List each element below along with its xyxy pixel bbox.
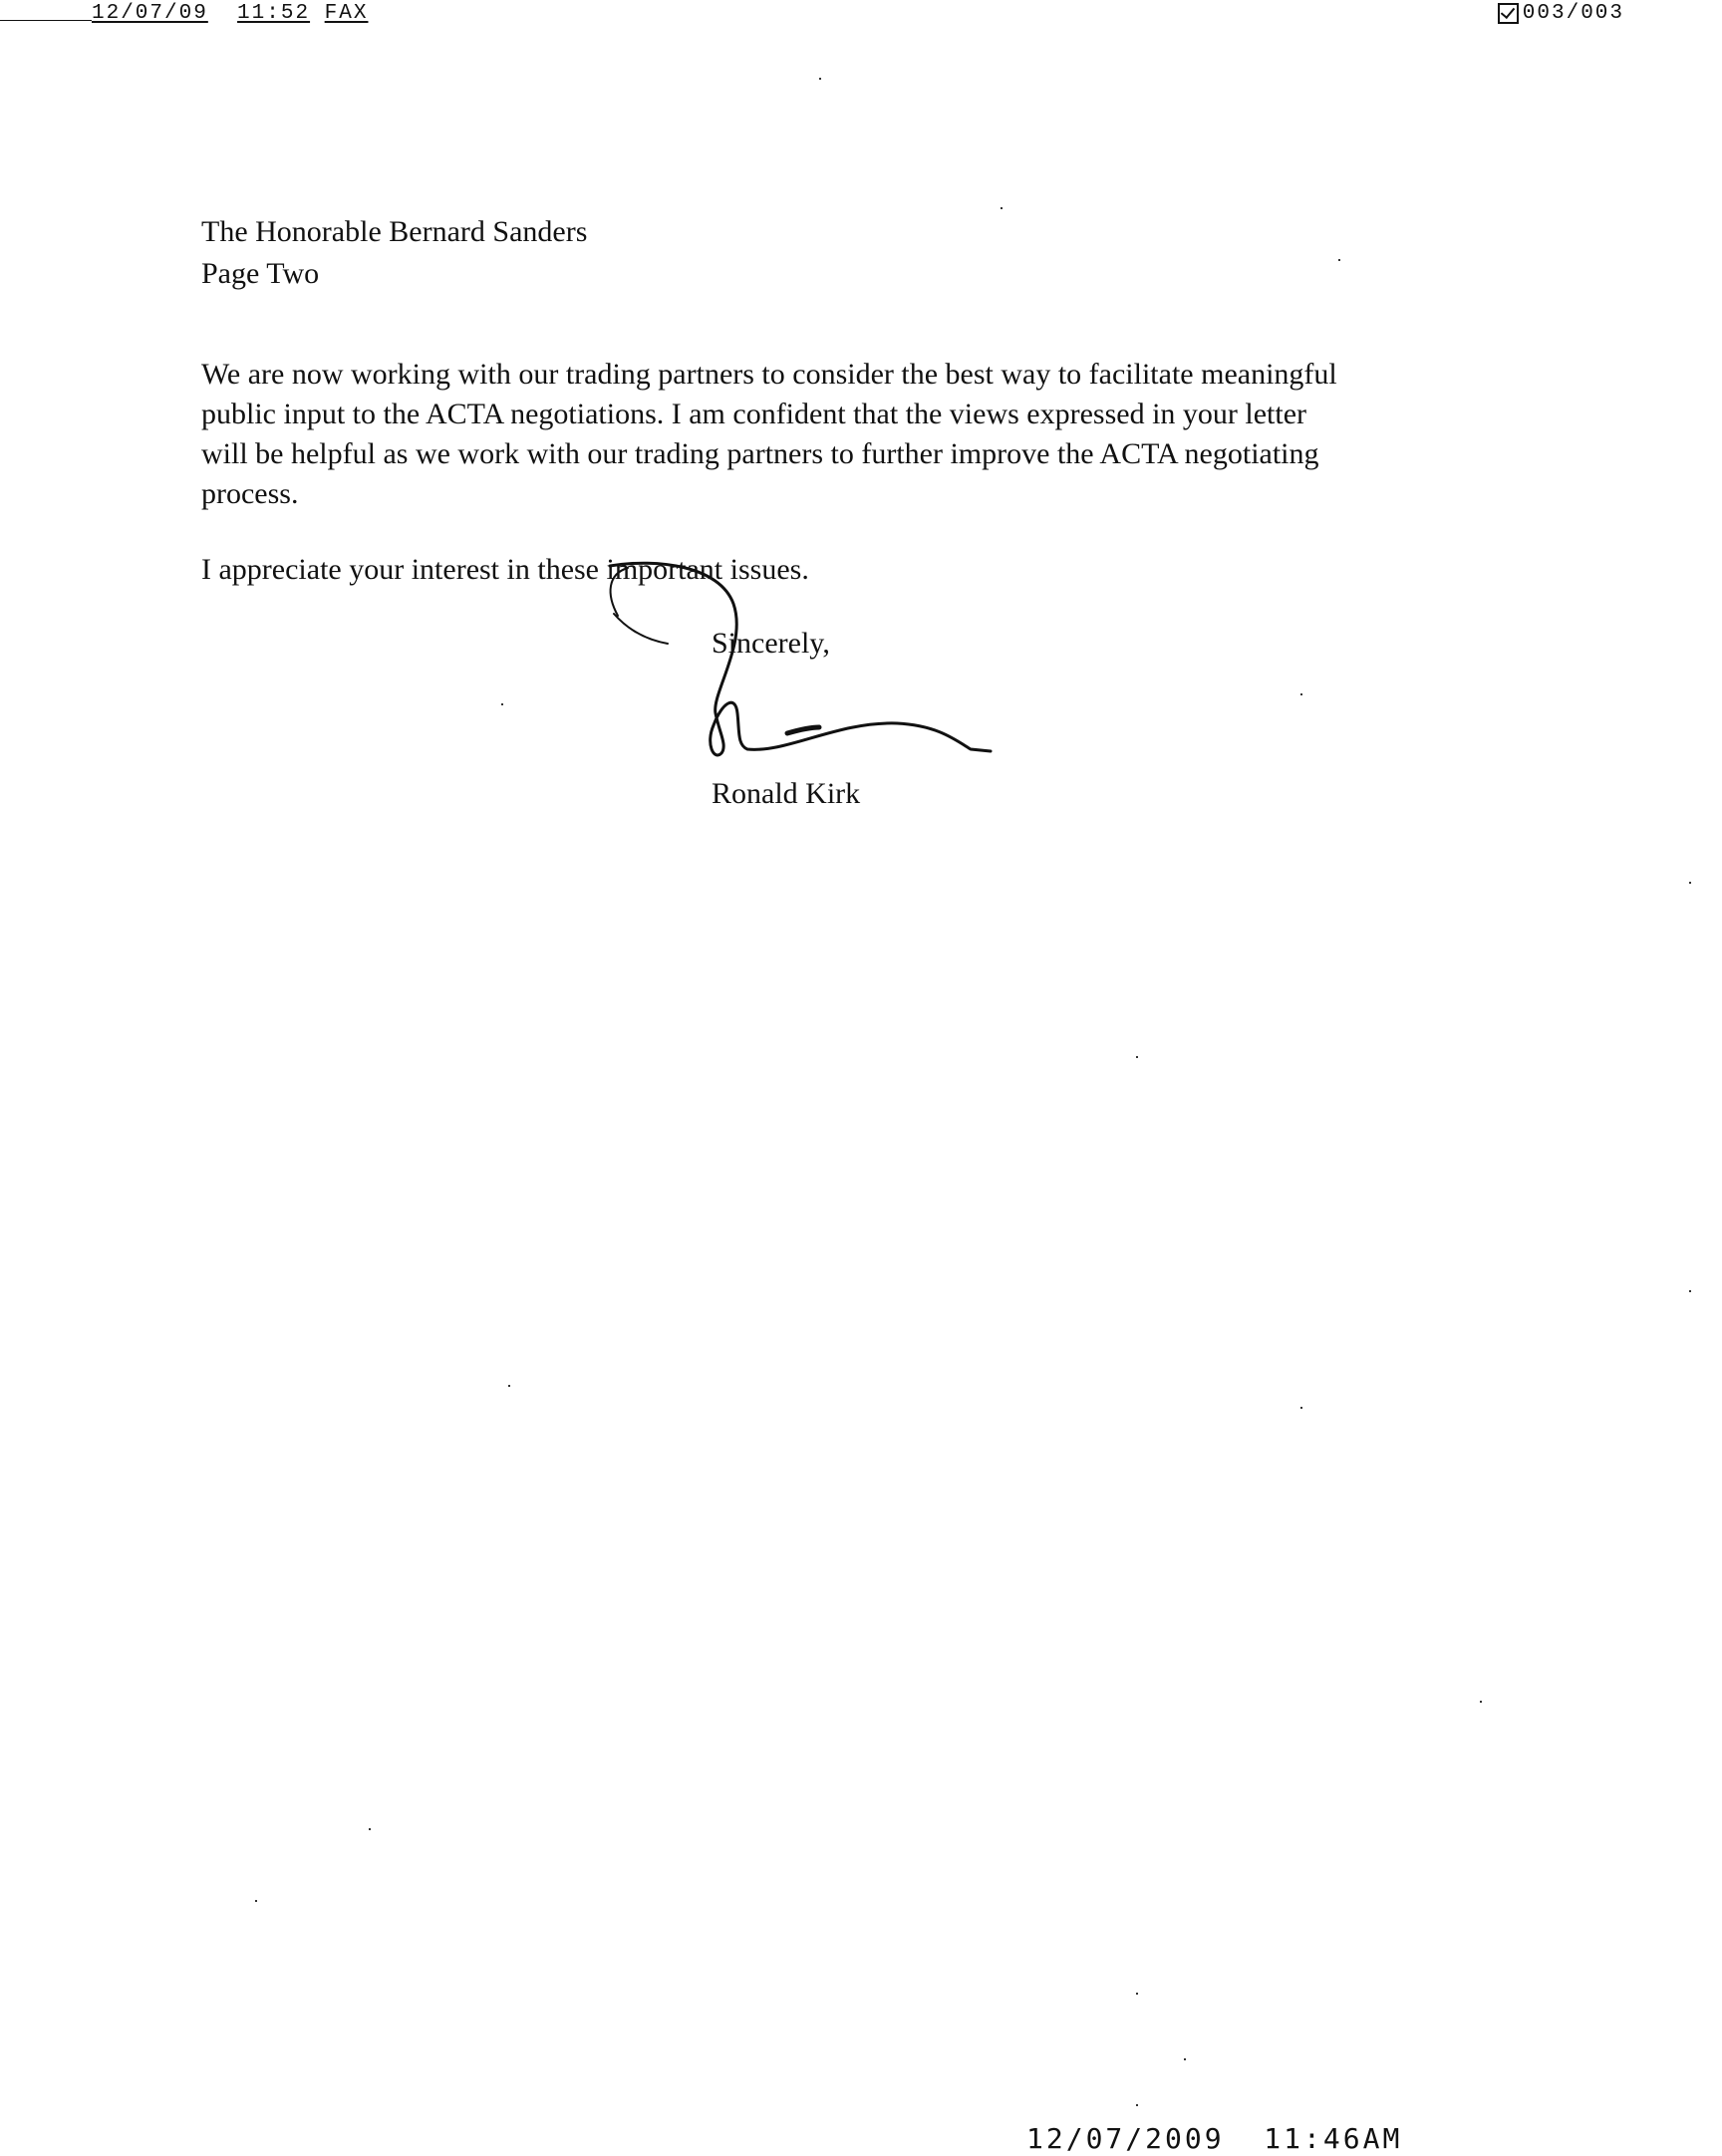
- fax-footer-date: 12/07/2009: [1026, 2122, 1225, 2155]
- fax-header-date: 12/07/09: [92, 2, 208, 25]
- scan-speck: [255, 1900, 257, 1902]
- fax-page-counter: [1498, 2, 1624, 25]
- scan-speck: [1136, 1056, 1138, 1058]
- fax-footer-time: 11:46AM: [1264, 2122, 1403, 2155]
- valediction: Sincerely,: [712, 627, 830, 660]
- handwritten-signature: [588, 554, 1006, 773]
- paragraph-line: will be helpful as we work with our trading partners to further improve the ACTA negotiating: [201, 437, 1319, 470]
- scan-speck: [1689, 1290, 1691, 1292]
- addressee-name: The Honorable Bernard Sanders: [201, 215, 588, 248]
- paragraph-line: process.: [201, 477, 299, 510]
- fax-header-mode: FAX: [324, 2, 369, 25]
- fax-header-time: 11:52: [237, 2, 311, 25]
- letter-body-paragraph: [201, 355, 1517, 514]
- scan-speck: [1136, 1993, 1138, 1995]
- fax-footer-timestamp: [1026, 2122, 1402, 2155]
- scan-speck: [1184, 2058, 1186, 2060]
- scan-speck: [1136, 2104, 1138, 2106]
- fax-page-number: 003/003: [1522, 2, 1624, 25]
- scan-speck: [508, 1385, 510, 1387]
- header-rule: [0, 20, 92, 21]
- scan-speck: [819, 78, 821, 80]
- scan-speck: [1338, 259, 1340, 261]
- paragraph-line: We are now working with our trading partners to consider the best way to facilitate meaningful: [201, 358, 1337, 391]
- checkbox-icon: [1498, 3, 1519, 24]
- scan-speck: [1300, 693, 1302, 695]
- scan-speck: [1001, 207, 1003, 209]
- scan-speck: [1300, 1407, 1302, 1409]
- scan-speck: [501, 703, 503, 705]
- page-label: Page Two: [201, 257, 320, 290]
- paragraph-line: public input to the ACTA negotiations. I am confident that the views expressed in your letter: [201, 398, 1307, 430]
- closing-sentence: I appreciate your interest in these important issues.: [201, 553, 809, 586]
- scan-speck: [1689, 882, 1691, 884]
- scan-speck: [1480, 1701, 1482, 1703]
- signer-name: Ronald Kirk: [712, 777, 861, 810]
- addressee-block: [201, 211, 587, 295]
- fax-header-timestamp: [0, 2, 368, 25]
- scan-speck: [369, 1828, 371, 1830]
